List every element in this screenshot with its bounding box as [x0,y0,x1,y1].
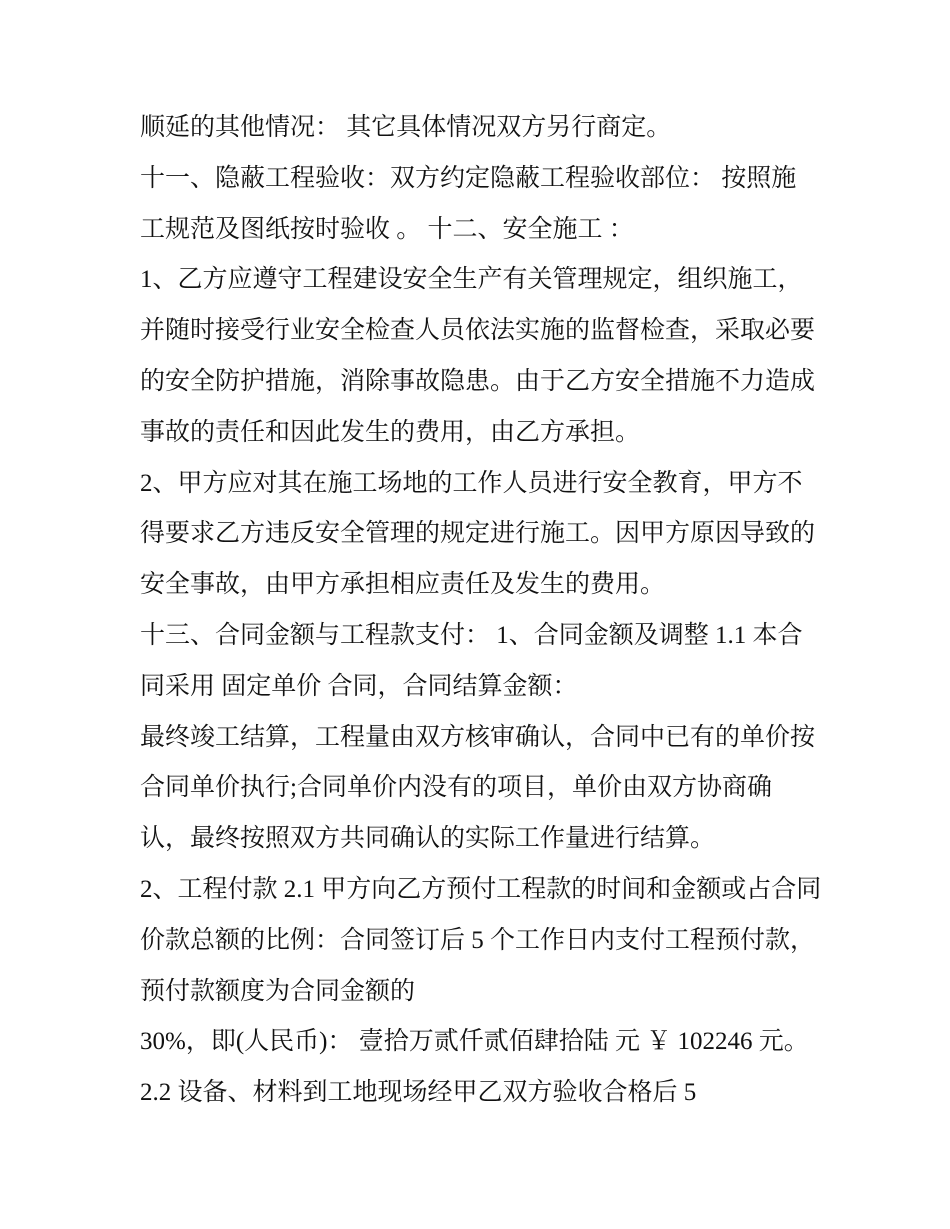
document-line: 最终竣工结算，工程量由双方核审确认，合同中已有的单价按 [140,723,816,751]
document-line: 2、甲方应对其在施工场地的工作人员进行安全教育，甲方不 [140,469,803,497]
document-line: 预付款额度为合同金额的 [140,977,416,1005]
document-line: 合同单价执行;合同单价内没有的项目，单价由双方协商确 [140,774,772,802]
document-line: 2、工程付款 2.1 甲方向乙方预付工程款的时间和金额或占合同 [140,875,822,903]
document-line: 同采用 固定单价 合同，合同结算金额： [140,672,578,700]
document-line: 十三、合同金额与工程款支付： 1、合同金额及调整 1.1 本合 [140,621,803,649]
document-line: 1、乙方应遵守工程建设安全生产有关管理规定，组织施工， [140,266,803,294]
document-line: 价款总额的比例：合同签订后 5 个工作日内支付工程预付款， [140,926,816,954]
document-line: 30%，即(人民币)： 壹拾万贰仟贰佰肆拾陆 元 ￥ 102246 元。 [140,1028,809,1056]
document-line: 的安全防护措施，消除事故隐患。由于乙方安全措施不力造成 [140,367,816,395]
document-line: 工规范及图纸按时验收 。 十二、安全施工 ： [140,215,634,243]
document-body [140,103,840,1119]
document-line: 顺延的其他情况： 其它具体情况双方另行商定。 [140,114,672,141]
document-line: 事故的责任和因此发生的费用，由乙方承担。 [140,418,641,446]
document-line: 2.2 设备、材料到工地现场经甲乙双方验收合格后 5 [140,1079,697,1107]
document-line: 得要求乙方违反安全管理的规定进行施工。因甲方原因导致的 [140,520,816,548]
document-line: 十一、隐蔽工程验收：双方约定隐蔽工程验收部位： 按照施 [140,164,797,192]
document-line: 并随时接受行业安全检查人员依法实施的监督检查，采取必要 [140,317,816,345]
document-line: 认，最终按照双方共同确认的实际工作量进行结算。 [140,825,716,853]
document-line: 安全事故，由甲方承担相应责任及发生的费用。 [140,571,666,599]
